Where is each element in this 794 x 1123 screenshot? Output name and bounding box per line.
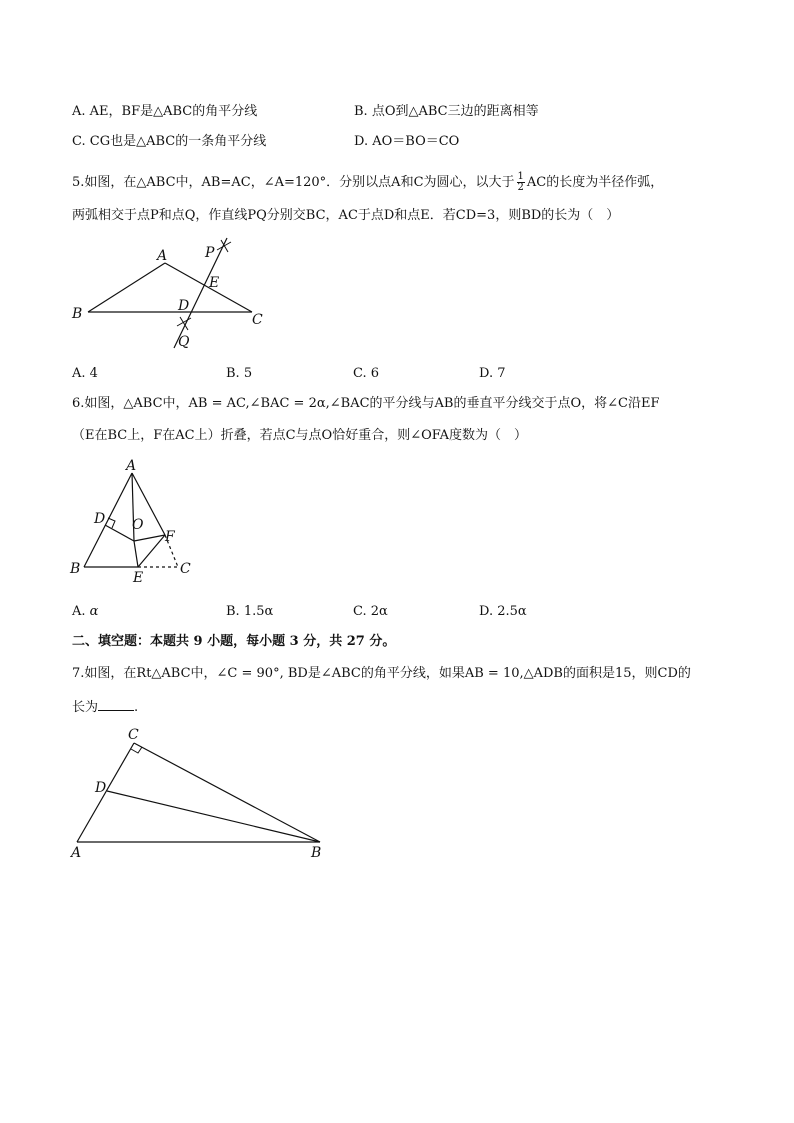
fraction-one-half: $\frac{1}{2}$ — [517, 171, 524, 193]
q5-stem-line2: 两弧相交于点P和点Q，作直线PQ分别交BC，AC于点D和点E．若CD=3，则BD的长为（ ） — [72, 208, 620, 223]
q6-stem-line1: 6.如图，△ABC中，AB = AC,∠BAC = 2α,∠BAC的平分线与AB的垂直平分线交于点O，将∠C沿EF — [72, 396, 660, 411]
q7-figure — [62, 725, 342, 865]
q5-arc-mark-p — [217, 240, 231, 252]
q6-stem-line2: （E在BC上，F在AC上）折叠，若点C与点O恰好重合，则∠OFA度数为（ ） — [72, 428, 528, 443]
q7-label-b: B — [311, 845, 322, 861]
q4-option-a: A. AE，BF是△ABC的角平分线 — [72, 104, 258, 119]
q5-option-d: D. 7 — [479, 366, 506, 381]
q6-label-d: D — [94, 511, 106, 527]
q6-label-f: F — [165, 529, 175, 545]
section-heading-fill-in: 二、填空题：本题共 9 小题，每小题 3 分，共 27 分。 — [72, 634, 396, 649]
q5-label-c: C — [252, 312, 263, 328]
q5-label-e: E — [209, 275, 220, 291]
q5-stem-line1: 5.如图，在△ABC中，AB=AC，∠A=120°．分别以点A和C为圆心，以大于 $\frac{1}{2}$ AC的长度为半径作弧， — [72, 171, 664, 193]
q7-label-d: D — [95, 780, 107, 796]
q6-option-b: B. 1.5α — [226, 604, 274, 619]
q5-label-a: A — [157, 248, 168, 264]
q6-label-c: C — [180, 561, 191, 577]
q7-segment-db — [107, 791, 320, 842]
q7-segment-cb — [134, 743, 320, 842]
q6-label-a: A — [126, 458, 137, 474]
q6-option-c: C. 2α — [353, 604, 388, 619]
q6-label-e: E — [133, 570, 144, 586]
q5-option-c: C. 6 — [353, 366, 380, 381]
q7-answer-blank[interactable] — [98, 698, 134, 711]
q6-segment-oe — [134, 541, 138, 567]
q6-segment-ab — [84, 473, 132, 567]
q5-label-d: D — [178, 298, 190, 314]
q6-option-a: A. α — [72, 604, 99, 619]
q7-stem-line2: 长为 . — [72, 700, 139, 715]
q4-option-b: B. 点O到△ABC三边的距离相等 — [354, 104, 539, 119]
q6-right-angle-mark — [108, 518, 115, 528]
q6-label-b: B — [70, 561, 81, 577]
q5-figure — [60, 230, 280, 355]
q5-label-p: P — [205, 245, 215, 261]
q4-option-c: C. CG也是△ABC的一条角平分线 — [72, 134, 267, 149]
q6-label-o: O — [132, 517, 144, 533]
q7-label-c: C — [128, 727, 139, 743]
q5-label-q: Q — [178, 334, 190, 350]
q6-figure — [60, 455, 210, 585]
q7-stem-line1: 7.如图，在Rt△ABC中，∠C = 90°, BD是∠ABC的角平分线，如果AB = 10,△ADB的面积是15，则CD的 — [72, 666, 691, 681]
q5-label-b: B — [72, 306, 83, 322]
q5-option-b: B. 5 — [226, 366, 253, 381]
q6-option-d: D. 2.5α — [479, 604, 527, 619]
q7-right-angle-mark — [131, 747, 142, 753]
q7-label-a: A — [71, 845, 82, 861]
q4-option-d: D. AO＝BO＝CO — [354, 134, 460, 149]
q6-segment-do — [105, 525, 134, 541]
q5-option-a: A. 4 — [72, 366, 98, 381]
q5-segment-ab — [88, 263, 165, 312]
